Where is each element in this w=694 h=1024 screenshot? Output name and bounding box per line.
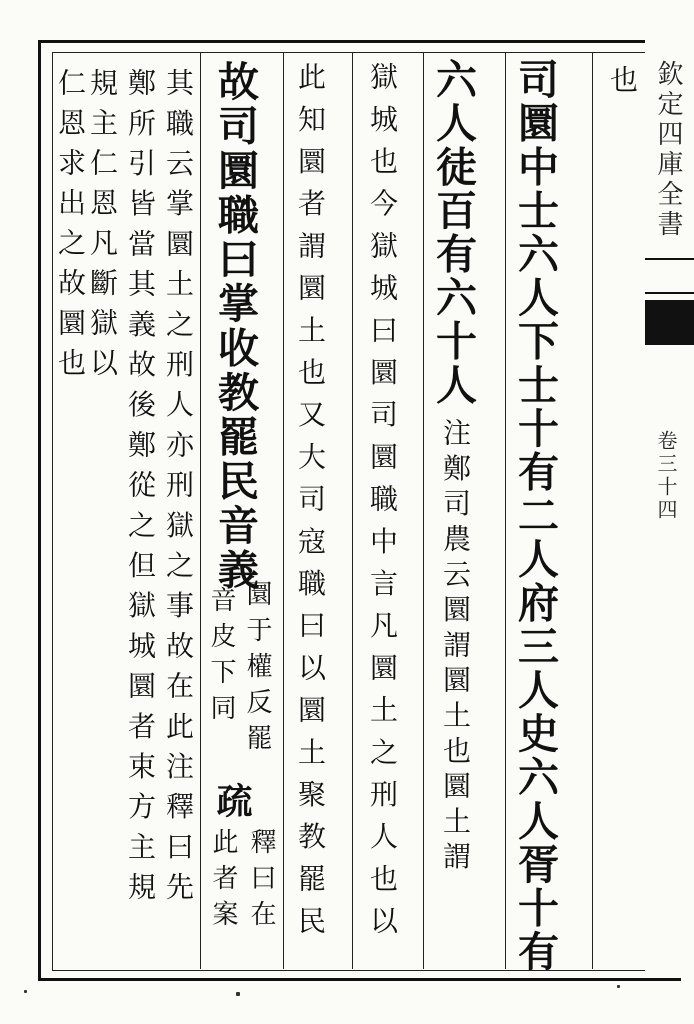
commentary-column-3: 獄城也今獄城曰圜司圜職中言凡圜土之刑人也以: [366, 62, 399, 949]
print-speck: [236, 992, 240, 996]
commentary-column-4: 此知圜者謂圜土也又大司寇職曰以圜土聚教罷民: [294, 62, 327, 949]
column-divider: [423, 52, 424, 969]
print-speck: [24, 990, 27, 993]
pronunciation-note-a: 圜于權反罷: [242, 580, 272, 760]
commentary-note-d: 此者案: [208, 828, 238, 936]
column-divider: [352, 52, 353, 969]
commentary-column-2: 注鄭司農云圜謂圜土也圜土謂: [439, 418, 472, 877]
subcommentary-column-6a: 其職云掌圜土之刑人亦刑獄之事故在此注釋曰先: [162, 68, 195, 913]
margin-rule: [645, 292, 694, 294]
column-divider: [505, 52, 506, 969]
continuation-char: 也: [606, 65, 639, 93]
main-text-column-2: 六人徒百有六十人: [429, 58, 477, 407]
column-divider: [592, 52, 593, 969]
commentary-note-c: 釋曰在: [246, 828, 276, 936]
subcommentary-column-7b: 仁恩求出之故圜也: [54, 68, 87, 388]
subcommentary-column-6b: 鄭所引皆當其義故後鄭從之但獄城圜者束方主規: [124, 68, 157, 913]
margin-rule: [645, 258, 694, 260]
subcommentary-column-7a: 規主仁恩凡斷獄以: [86, 68, 119, 388]
margin-volume: 卷三十四: [654, 430, 678, 522]
fishtail-mark: [645, 300, 694, 345]
column-divider: [200, 52, 201, 969]
column-divider: [283, 52, 284, 969]
main-text-column-1: 司圜中士六人下士十有二人府三人史六人胥十有: [511, 58, 559, 974]
commentary-marker: 疏: [211, 782, 253, 821]
margin-title: 欽定四庫全書: [653, 60, 683, 240]
main-text-column-5: 故司圜職曰掌收教罷民音義: [211, 60, 259, 593]
pronunciation-note-b: 音皮下同: [206, 586, 236, 730]
print-speck: [617, 985, 620, 988]
